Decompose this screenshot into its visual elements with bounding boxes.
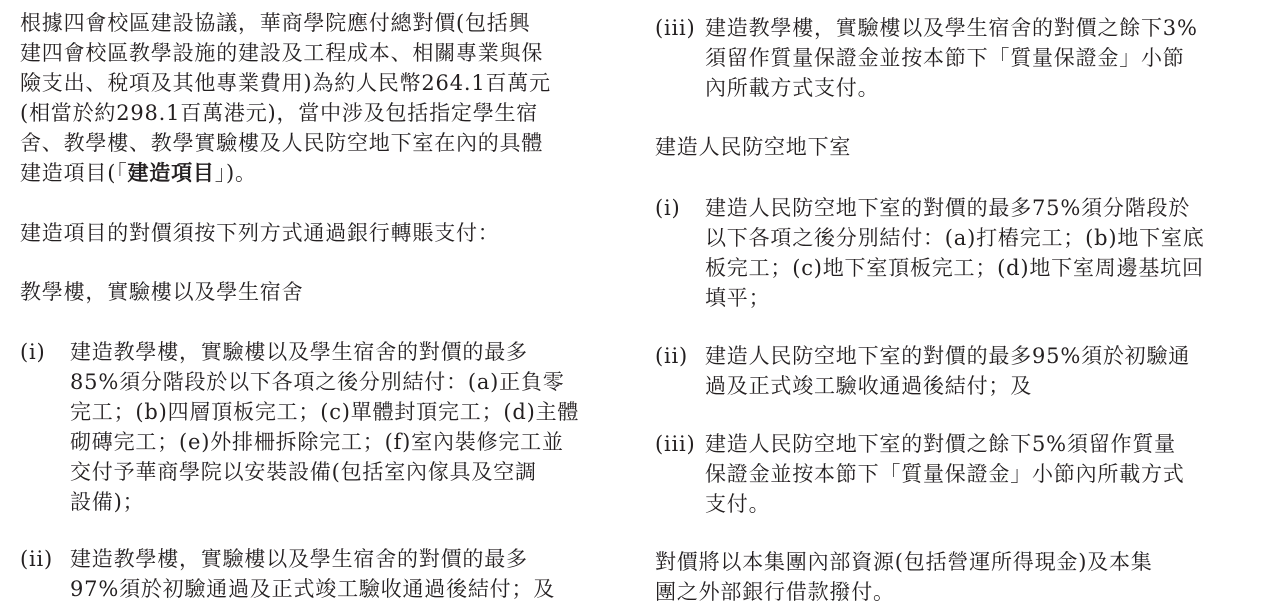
text-line: 對價將以本集團內部資源(包括營運所得現金)及本集 xyxy=(655,550,1153,574)
item-number: (ii) xyxy=(20,547,54,571)
text-line: 填平； xyxy=(705,286,771,310)
text-line: 須留作質量保證金並按本節下「質量保證金」小節 xyxy=(705,46,1185,70)
text-line: 保證金並按本節下「質量保證金」小節內所載方式 xyxy=(705,462,1185,486)
text-line: 交付予華商學院以安裝設備(包括室內傢具及空調 xyxy=(70,460,537,484)
text-line: 根據四會校區建設協議，華商學院應付總對價(包括興 xyxy=(20,11,531,35)
text-line: 過及正式竣工驗收通過後結付；及 xyxy=(705,374,1032,398)
item-number: (iii) xyxy=(655,16,696,40)
item-number: (iii) xyxy=(655,432,696,456)
list-item-iii xyxy=(655,429,1253,519)
list-item-i xyxy=(20,337,618,517)
text-line: 板完工；(c)地下室頂板完工；(d)地下室周邊基坑回 xyxy=(705,256,1204,280)
text-line: 完工；(b)四層頂板完工；(c)單體封頂完工；(d)主體 xyxy=(70,400,580,424)
item-number: (ii) xyxy=(655,344,689,368)
text-line: 85%須分階段於以下各項之後分別結付：(a)正負零 xyxy=(70,370,565,394)
funding-paragraph xyxy=(655,547,1253,607)
text-line: 團之外部銀行借款撥付。 xyxy=(655,580,895,604)
defined-term: 建造項目 xyxy=(127,161,215,185)
text-line-defined-term xyxy=(20,158,618,188)
list-item-ii xyxy=(655,341,1253,401)
item-body xyxy=(70,337,618,517)
text-line: 舍、教學樓、教學實驗樓及人民防空地下室在內的具體 xyxy=(20,131,544,155)
text-line: 建造人民防空地下室 xyxy=(655,135,852,159)
text-line: 建造項目的對價須按下列方式通過銀行轉賬支付： xyxy=(20,221,500,245)
text-line: (相當於約298.1百萬港元)，當中涉及包括指定學生宿 xyxy=(20,101,539,125)
text-line: 支付。 xyxy=(705,492,771,516)
text-line: 建造人民防空地下室的對價之餘下5%須留作質量 xyxy=(705,432,1176,456)
list-item-ii xyxy=(20,544,618,604)
item-body xyxy=(705,13,1253,103)
text-line: 以下各項之後分別結付：(a)打樁完工；(b)地下室底 xyxy=(705,226,1205,250)
item-number: (i) xyxy=(20,340,46,364)
text-line: 教學樓，實驗樓以及學生宿舍 xyxy=(20,280,304,304)
text-fragment: 建造項目(「 xyxy=(20,161,128,185)
text-fragment: 」)。 xyxy=(214,161,257,185)
item-body xyxy=(705,429,1253,519)
list-item-i xyxy=(655,193,1253,313)
item-body xyxy=(705,193,1253,313)
text-line: 建造教學樓，實驗樓以及學生宿舍的對價之餘下3% xyxy=(705,16,1198,40)
text-line: 內所載方式支付。 xyxy=(705,76,880,100)
text-line: 建造人民防空地下室的對價的最多75%須分階段於 xyxy=(705,196,1191,220)
text-line: 97%須於初驗通過及正式竣工驗收通過後結付；及 xyxy=(70,577,556,601)
text-line: 建造教學樓，實驗樓以及學生宿舍的對價的最多 xyxy=(70,340,528,364)
item-body xyxy=(705,341,1253,401)
section-heading-buildings xyxy=(20,277,618,307)
intro-paragraph xyxy=(20,8,618,188)
text-line: 建造教學樓，實驗樓以及學生宿舍的對價的最多 xyxy=(70,547,528,571)
item-number: (i) xyxy=(655,196,681,220)
text-line: 設備)； xyxy=(70,490,145,514)
text-line: 建造人民防空地下室的對價的最多95%須於初驗通 xyxy=(705,344,1191,368)
text-line: 險支出、稅項及其他專業費用)為約人民幣264.1百萬元 xyxy=(20,71,551,95)
text-line: 砌磚完工；(e)外排柵拆除完工；(f)室內裝修完工並 xyxy=(70,430,564,454)
payment-intro xyxy=(20,218,618,248)
list-item-iii-buildings xyxy=(655,13,1253,103)
text-line: 建四會校區教學設施的建設及工程成本、相關專業與保 xyxy=(20,41,544,65)
section-heading-civil-defence xyxy=(655,132,1253,162)
item-body xyxy=(70,544,618,604)
